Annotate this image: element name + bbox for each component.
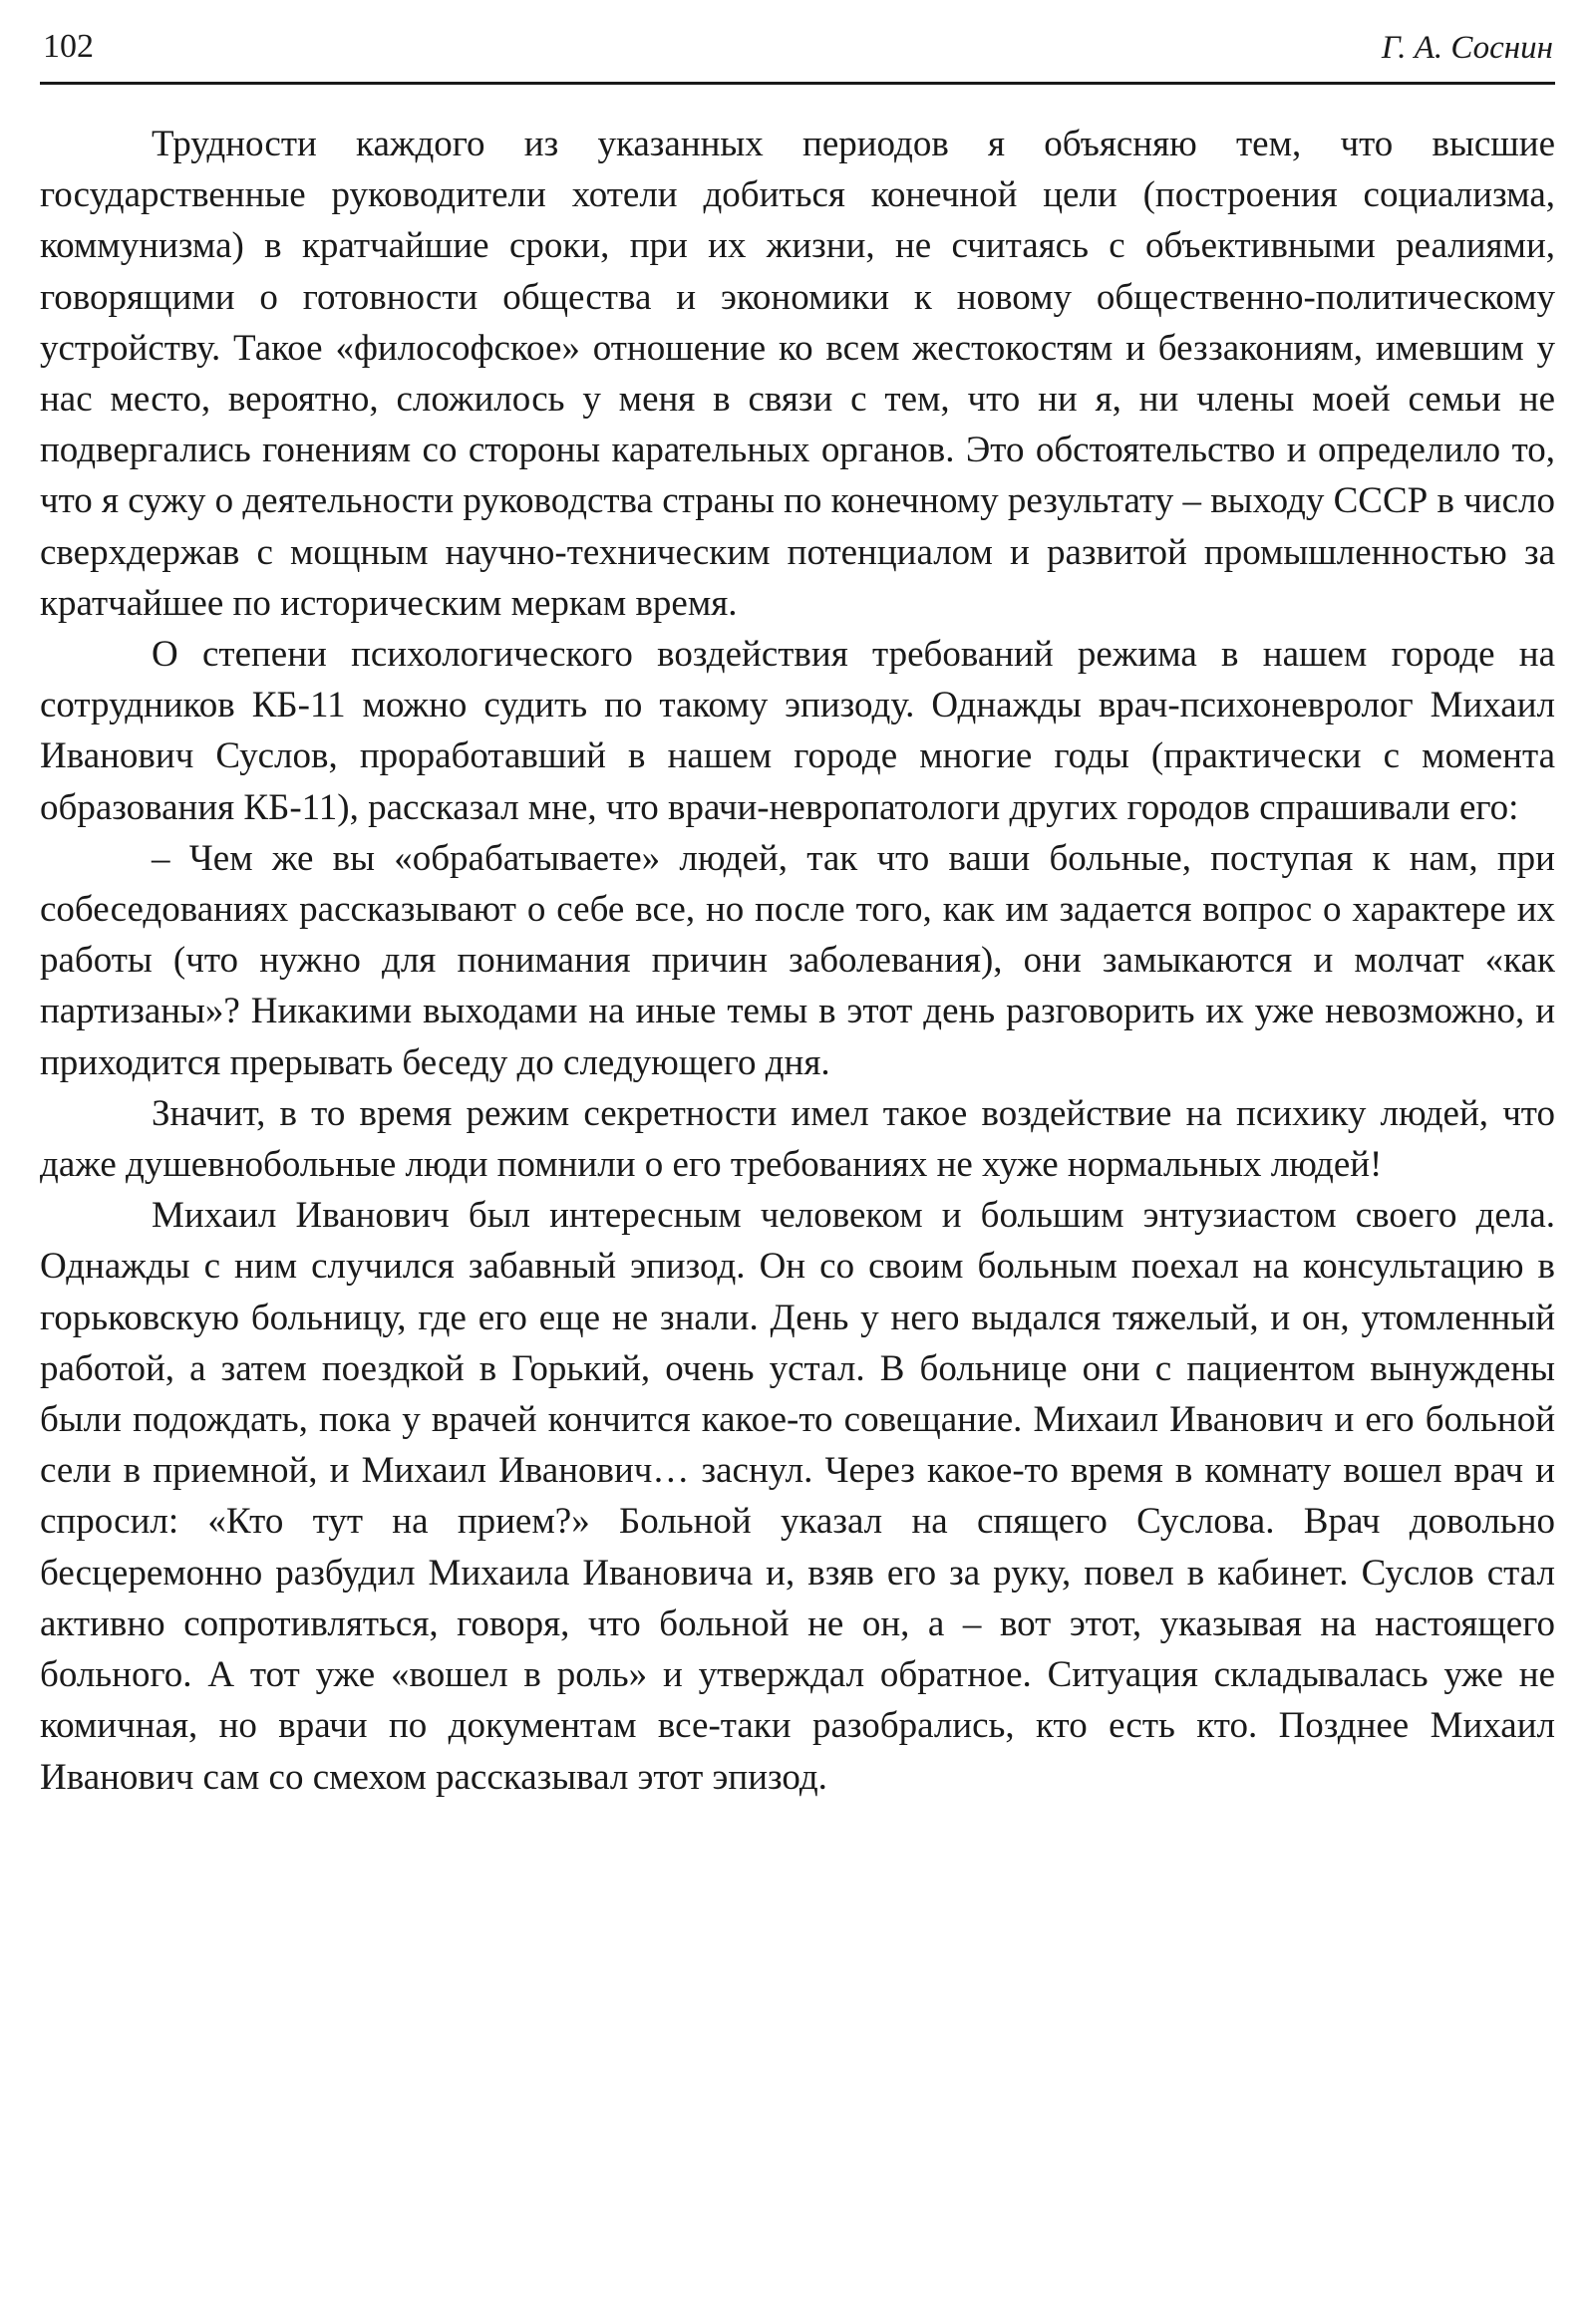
paragraph: Михаил Иванович был интересным человеком и большим энтузиастом своего дела. Однажды с ним случился забавный эпизод. Он со своим больным поехал на консультацию в горьковскую больницу, где его еще не знали. День у него выдался тяжелый, и он, утомленный работой, а затем поездкой в Горький, очень устал. В больнице они с пациентом вынуждены были подождать, пока у врачей кончится какое-то совещание. Михаил Иванович и его больной сели в приемной, и Михаил Иванович… заснул. Через какое-то время в комнату вошел врач и спросил: «Кто тут на прием?» Больной указал на спящего Суслова. Врач довольно бесцеремонно разбудил Михаила Ивановича и, взяв его за руку, повел в кабинет. Суслов стал активно сопротивляться, говоря, что больной не он, а – вот этот, указывая на настоящего больного. А тот уже «вошел в роль» и утверждал обратное. Ситуация складывалась уже не комичная, но врачи по документам все-таки разобрались, кто есть кто. Позднее Михаил Иванович сам со смехом рассказывал этот эпизод. [40, 1195, 1555, 1798]
page-header [40, 22, 1555, 85]
paragraph: О степени психологического воздействия требований режима в нашем городе на сотрудников КБ-11 можно судить по такому эпизоду. Однажды врач-психоневролог Михаил Иванович Суслов, проработавший в нашем городе многие годы (практически с момента образования КБ-11), рассказал мне, что врачи-невропатологи других городов спрашивали его: [40, 634, 1555, 828]
running-title: Г. А. Соснин [1381, 30, 1553, 66]
book-page [40, 22, 1555, 1803]
body-text [40, 119, 1555, 1803]
paragraph: Трудности каждого из указанных периодов я объясняю тем, что высшие государственные руководители хотели добиться конечной цели (построения социализма, коммунизма) в кратчайшие сроки, при их жизни, не считаясь с объективными реалиями, говорящими о готовности общества и экономики к новому общественно-политическому устройству. Такое «философское» отношение ко всем жестокостям и беззакониям, имевшим у нас место, вероятно, сложилось у меня в связи с тем, что ни я, ни члены моей семьи не подвергались гонениям со стороны карательных органов. Это обстоятельство и определило то, что я сужу о деятельности руководства страны по конечному результату – выходу СССР в число сверхдержав с мощным научно-техническим потенциалом и развитой промышленностью за кратчайшее по историческим меркам время. [40, 124, 1555, 624]
paragraph: Значит, в то время режим секретности имел такое воздействие на психику людей, что даже душевнобольные люди помнили о его требованиях не хуже нормальных людей! [40, 1092, 1555, 1186]
paragraph: – Чем же вы «обрабатываете» людей, так что ваши больные, поступая к нам, при собеседованиях рассказывают о себе все, но после того, как им задается вопрос о характере их работы (что нужно для понимания причин заболевания), они замыкаются и молчат «как партизаны»? Никакими выходами на иные темы в этот день разговорить их уже невозможно, и приходится прерывать беседу до следующего дня. [40, 837, 1555, 1083]
page-number: 102 [43, 28, 94, 65]
